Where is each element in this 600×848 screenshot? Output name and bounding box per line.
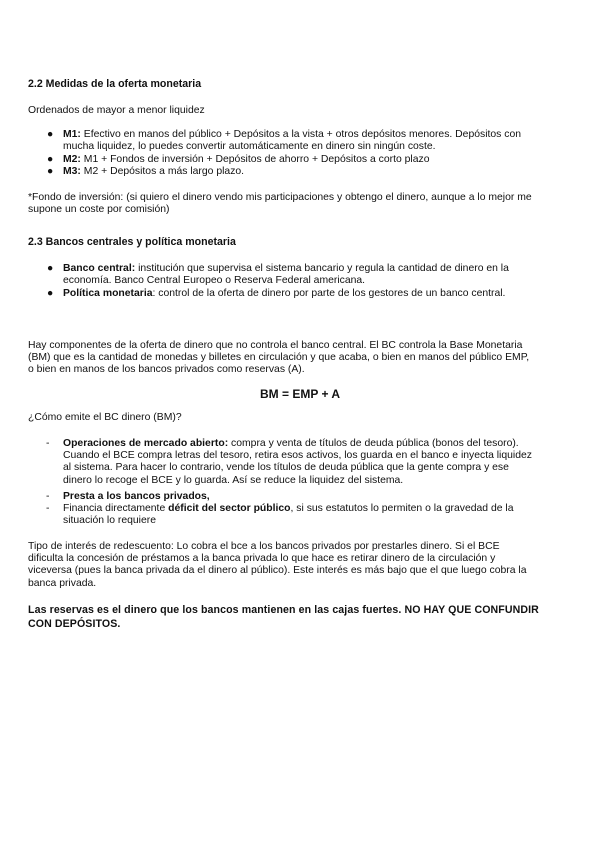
section-2-2-intro: Ordenados de mayor a menor liquidez [28, 105, 205, 116]
m1-text-line2: mucha liquidez, lo puedes convertir automáticamente en dinero sin ningún coste. [63, 141, 436, 153]
banco-central-line1: institución que supervisa el sistema bancario y regula la cantidad de dinero en la [135, 263, 509, 274]
paragraph-base-monetaria [28, 340, 573, 377]
tipo-line3: viceversa (pues la banca privada da el dinero al público). Este interés es más bajo que el que luego cobra la [28, 565, 527, 577]
list-item-m3 [63, 166, 573, 178]
m3-text: M2 + Depósitos a más largo plazo. [80, 166, 245, 177]
paragraph-tipo-interes [28, 541, 573, 590]
financia-post: , si sus estatutos lo permiten o la gravedad de la [290, 503, 514, 514]
note-line2: supone un coste por comisión) [28, 204, 170, 216]
section-2-2-title: 2.2 Medidas de la oferta monetaria [28, 78, 202, 90]
bullet-icon: ● [47, 154, 54, 165]
tipo-line1: Tipo de interés de redescuento: Lo cobra el bce a los bancos privados por prestarles dinero. Si el BCE [28, 541, 500, 552]
operaciones-line3: al sistema. Para hacer lo contrario, vende los títulos de deuda pública que la gente compra y ese [63, 462, 509, 474]
financia-term: déficit del sector público [168, 503, 291, 514]
final-line2: CON DEPÓSITOS. [28, 618, 121, 630]
list-item-m2 [63, 154, 573, 166]
question-emision: ¿Cómo emite el BC dinero (BM)? [28, 412, 182, 423]
financia-line2: situación lo requiere [63, 515, 156, 527]
final-statement [28, 603, 573, 631]
dash-icon: - [46, 491, 50, 502]
operaciones-line2: Cuando el BCE compra letras del tesoro, retira esos activos, los guarda en el banco e inyecta liquidez [63, 450, 532, 462]
dash-icon: - [46, 503, 50, 514]
final-line1: Las reservas es el dinero que los bancos mantienen en las cajas fuertes. NO HAY QUE CONFUNDIR [28, 604, 539, 616]
formula-bm: BM = EMP + A [259, 387, 341, 401]
note-fondo-inversion [28, 192, 573, 216]
list-item-financia [63, 503, 574, 527]
operaciones-line1: compra y venta de títulos de deuda pública (bonos del tesoro). [228, 438, 519, 449]
list-item-politica-monetaria [63, 288, 573, 300]
list-item-presta [63, 491, 574, 503]
paragraph-line3: o bien en manos de los bancos privados como reservas (A). [28, 364, 305, 376]
m1-text-line1: Efectivo en manos del público + Depósitos a la vista + otros depósitos menores. Depósitos con [80, 129, 522, 140]
note-line1: *Fondo de inversión: (si quiero el dinero vendo mis participaciones y obtengo el dinero, aunque a lo mejor me [28, 192, 532, 203]
operaciones-term: Operaciones de mercado abierto: [63, 438, 229, 449]
operaciones-line4: dinero lo recoge el BCE y lo guarda. Así se reduce la liquidez del sistema. [63, 474, 404, 486]
m2-term: M2: [63, 154, 81, 165]
bullet-icon: ● [47, 129, 54, 140]
banco-central-term: Banco central: [63, 263, 136, 274]
section-2-3-title: 2.3 Bancos centrales y política monetaria [28, 236, 236, 248]
list-item-operaciones [63, 438, 574, 487]
m3-term: M3: [63, 166, 81, 177]
tipo-line4: banca privada. [28, 577, 97, 589]
list-item-banco-central [63, 263, 573, 287]
politica-monetaria-text: : control de la oferta de dinero por parte de los gestores de un banco central. [152, 288, 506, 299]
presta-term: Presta a los bancos privados, [63, 491, 210, 502]
paragraph-line1: Hay componentes de la oferta de dinero que no controla el banco central. El BC controla la Base Monetaria [28, 340, 523, 351]
bullet-icon: ● [47, 263, 54, 274]
bullet-icon: ● [47, 166, 54, 177]
financia-pre: Financia directamente [63, 503, 169, 514]
politica-monetaria-term: Política monetaria [63, 288, 153, 299]
m2-text: M1 + Fondos de inversión + Depósitos de ahorro + Depósitos a corto plazo [80, 154, 430, 165]
list-item-m1 [63, 129, 573, 153]
m1-term: M1: [63, 129, 81, 140]
bullet-icon: ● [47, 288, 54, 299]
tipo-line2: dificulta la concesión de préstamos a la banca privada lo que hace es retirar dinero de la circulación y [28, 553, 496, 565]
banco-central-line2: economía. Banco Central Europeo o Reserva Federal americana. [63, 275, 366, 287]
paragraph-line2: (BM) que es la cantidad de monedas y billetes en circulación y que acaba, o bien en manos del público EMP, [28, 352, 530, 364]
dash-icon: - [46, 438, 50, 449]
